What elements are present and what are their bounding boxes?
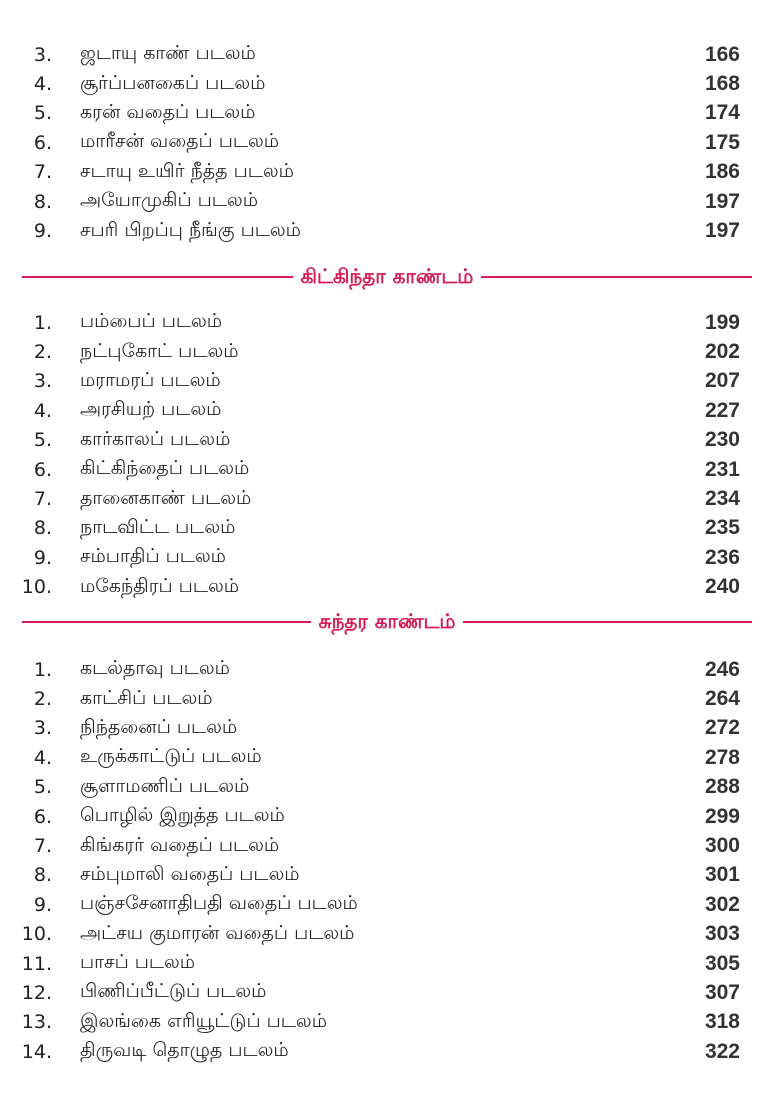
entry-number: 8. [33, 517, 52, 540]
entry-title: பொழில் இறுத்த படலம் [80, 804, 285, 827]
section-aranya-continued [0, 40, 780, 246]
toc-entry [0, 714, 780, 743]
entry-title: சம்புமாலி வதைப் படலம் [80, 862, 300, 885]
entry-page-number: 288 [704, 775, 740, 799]
divider-line [22, 276, 293, 278]
section-heading-text: கிட்கிந்தா காண்டம் [300, 263, 474, 288]
toc-entry [0, 484, 780, 513]
toc-entry [0, 99, 780, 128]
entry-title: பஞ்சசேனாதிபதி வதைப் படலம் [80, 892, 358, 915]
entry-number: 6. [33, 458, 52, 481]
section-kishkindha [0, 308, 780, 602]
toc-entry [0, 684, 780, 713]
toc-entry [0, 128, 780, 157]
entry-title: சூளாமணிப் படலம் [80, 774, 250, 797]
toc-entry [0, 337, 780, 366]
entry-title: நாடவிட்ட படலம் [80, 515, 236, 538]
entry-page-number: 207 [704, 369, 740, 393]
entry-number: 9. [33, 893, 52, 916]
entry-number: 4. [33, 73, 52, 96]
entry-number: 7. [33, 488, 52, 511]
toc-entry [0, 40, 780, 69]
entry-title: கிட்கிந்தைப் படலம் [80, 457, 250, 480]
toc-entry [0, 949, 780, 978]
toc-entry [0, 920, 780, 949]
section-heading-kishkindha [22, 262, 752, 292]
entry-page-number: 235 [704, 516, 740, 540]
entry-title: இலங்கை எரியூட்டுப் படலம் [80, 1009, 327, 1032]
entry-title: நட்புகோட் படலம் [80, 339, 239, 362]
entry-title: பம்பைப் படலம் [80, 310, 223, 333]
entry-number: 12. [21, 981, 52, 1004]
toc-entry [0, 216, 780, 245]
entry-page-number: 199 [704, 310, 740, 334]
entry-page-number: 303 [704, 922, 740, 946]
entry-number: 3. [33, 717, 52, 740]
entry-number: 2. [33, 341, 52, 364]
toc-entry [0, 655, 780, 684]
entry-title: திருவடி தொழுத படலம் [80, 1039, 289, 1062]
entry-title: அட்சய குமாரன் வதைப் படலம் [80, 921, 355, 944]
toc-entry [0, 367, 780, 396]
entry-number: 6. [33, 131, 52, 154]
entry-title: கிங்கரர் வதைப் படலம் [80, 833, 280, 856]
entry-page-number: 234 [704, 487, 740, 511]
section-heading-sundara [22, 607, 752, 637]
entry-number: 5. [33, 429, 52, 452]
toc-entry [0, 426, 780, 455]
toc-entry [0, 573, 780, 602]
toc-entry [0, 514, 780, 543]
entry-title: சம்பாதிப் படலம் [80, 545, 226, 568]
entry-number: 3. [33, 370, 52, 393]
toc-entry [0, 978, 780, 1007]
entry-number: 5. [33, 102, 52, 125]
entry-title: ஜடாயு காண் படலம் [80, 42, 256, 65]
toc-entry [0, 69, 780, 98]
entry-page-number: 264 [704, 687, 740, 711]
entry-title: கரன் வதைப் படலம் [80, 100, 256, 123]
entry-page-number: 278 [704, 745, 740, 769]
entry-number: 4. [33, 746, 52, 769]
entry-title: மாரீசன் வதைப் படலம் [80, 130, 280, 153]
entry-number: 7. [33, 835, 52, 858]
entry-number: 13. [21, 1011, 52, 1034]
entry-page-number: 231 [704, 457, 740, 481]
entry-title: பாசப் படலம் [80, 951, 196, 974]
divider-line [22, 621, 311, 623]
entry-number: 6. [33, 805, 52, 828]
entry-number: 4. [33, 399, 52, 422]
divider-line [481, 276, 752, 278]
entry-number: 9. [33, 220, 52, 243]
entry-title: உருக்காட்டுப் படலம் [80, 745, 262, 768]
entry-number: 10. [21, 576, 52, 599]
toc-entry [0, 861, 780, 890]
entry-title: மகேந்திரப் படலம் [80, 574, 240, 597]
entry-title: நிந்தனைப் படலம் [80, 715, 238, 738]
entry-title: அரசியற் படலம் [80, 398, 222, 421]
entry-page-number: 307 [704, 980, 740, 1004]
toc-entry [0, 396, 780, 425]
entry-number: 2. [33, 688, 52, 711]
entry-page-number: 246 [704, 657, 740, 681]
toc-entry [0, 158, 780, 187]
entry-page-number: 322 [704, 1039, 740, 1063]
entry-title: கார்காலப் படலம் [80, 427, 231, 450]
toc-entry [0, 802, 780, 831]
entry-title: அயோமுகிப் படலம் [80, 189, 258, 212]
entry-title: சடாயு உயிர் நீத்த படலம் [80, 159, 294, 182]
entry-page-number: 197 [704, 189, 740, 213]
entry-page-number: 202 [704, 340, 740, 364]
entry-page-number: 318 [704, 1010, 740, 1034]
entry-page-number: 197 [704, 219, 740, 243]
entry-page-number: 299 [704, 804, 740, 828]
entry-number: 14. [21, 1040, 52, 1063]
entry-title: காட்சிப் படலம் [80, 686, 213, 709]
entry-number: 11. [21, 952, 52, 975]
entry-page-number: 174 [704, 101, 740, 125]
toc-entry [0, 831, 780, 860]
entry-title: பிணிப்பீட்டுப் படலம் [80, 980, 267, 1003]
entry-page-number: 230 [704, 428, 740, 452]
entry-page-number: 300 [704, 834, 740, 858]
toc-entry [0, 1037, 780, 1066]
entry-page-number: 186 [704, 160, 740, 184]
entry-page-number: 175 [704, 130, 740, 154]
entry-number: 7. [33, 161, 52, 184]
divider-line [463, 621, 752, 623]
entry-number: 8. [33, 864, 52, 887]
entry-number: 3. [33, 43, 52, 66]
entry-number: 8. [33, 190, 52, 213]
entry-page-number: 227 [704, 398, 740, 422]
toc-entry [0, 890, 780, 919]
entry-title: சபரி பிறப்பு நீங்கு படலம் [80, 218, 301, 241]
section-sundara [0, 655, 780, 1066]
toc-entry [0, 187, 780, 216]
toc-entry [0, 773, 780, 802]
toc-entry [0, 743, 780, 772]
entry-page-number: 240 [704, 575, 740, 599]
entry-page-number: 236 [704, 545, 740, 569]
toc-entry [0, 308, 780, 337]
toc-entry [0, 543, 780, 572]
entry-page-number: 305 [704, 951, 740, 975]
section-heading-text: சுந்தர காண்டம் [318, 608, 456, 633]
entry-number: 1. [33, 658, 52, 681]
entry-number: 10. [21, 923, 52, 946]
entry-page-number: 166 [704, 42, 740, 66]
entry-title: மராமரப் படலம் [80, 368, 221, 391]
entry-number: 1. [33, 311, 52, 334]
entry-number: 5. [33, 776, 52, 799]
entry-page-number: 272 [704, 716, 740, 740]
entry-number: 9. [33, 546, 52, 569]
entry-title: சூர்ப்பனகைப் படலம் [80, 71, 266, 94]
entry-page-number: 302 [704, 892, 740, 916]
toc-entry [0, 1008, 780, 1037]
entry-page-number: 301 [704, 863, 740, 887]
entry-page-number: 168 [704, 72, 740, 96]
entry-title: தானைகாண் படலம் [80, 486, 252, 509]
entry-title: கடல்தாவு படலம் [80, 657, 230, 680]
toc-entry [0, 455, 780, 484]
